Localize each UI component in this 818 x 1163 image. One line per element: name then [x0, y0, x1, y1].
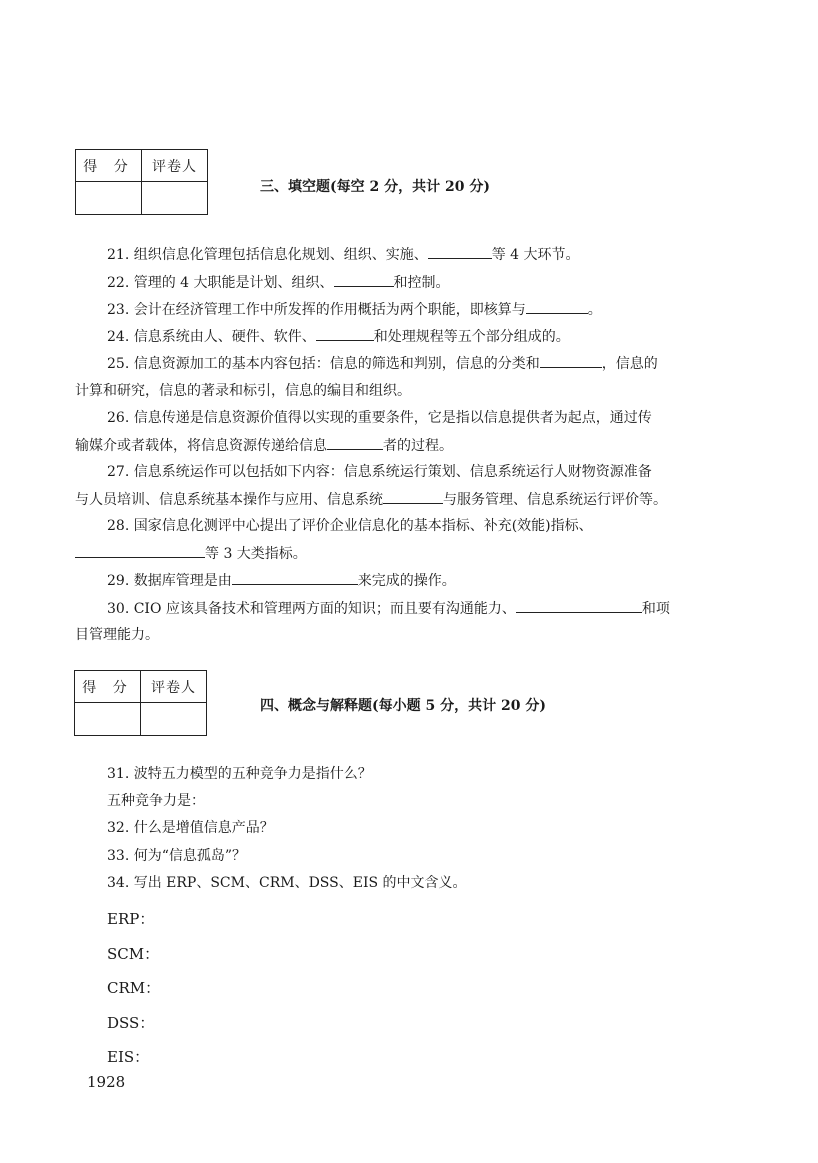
score-cell[interactable] — [76, 182, 142, 215]
grader-cell[interactable] — [141, 703, 207, 736]
score-header: 得 分 — [75, 671, 141, 703]
answer-blank[interactable] — [316, 326, 374, 341]
question-23: 23. 会计在经济管理工作中所发挥的作用概括为两个职能，即核算与 。 — [107, 299, 602, 320]
answer-blank[interactable] — [540, 353, 602, 368]
answer-blank[interactable] — [383, 489, 443, 504]
section4-title: 四、概念与解释题(每小题 5 分，共计 20 分) — [260, 698, 546, 714]
question-32: 32. 什么是增值信息产品？ — [107, 820, 274, 836]
answer-blank[interactable] — [428, 244, 492, 259]
question-33: 33. 何为“信息孤岛”？ — [107, 848, 247, 864]
question-25: 25. 信息资源加工的基本内容包括：信息的筛选和判别，信息的分类和 ，信息的 — [107, 353, 658, 374]
grader-cell[interactable] — [142, 182, 208, 215]
question-22: 22. 管理的 4 大职能是计划、组织、 和控制。 — [107, 272, 450, 293]
question-28-continued: 等 3 大类指标。 — [75, 543, 307, 564]
answer-blank[interactable] — [516, 598, 642, 613]
abbr-scm: SCM： — [107, 945, 160, 963]
answer-blank[interactable] — [75, 543, 205, 558]
question-27-continued: 与人员培训、信息系统基本操作与应用、信息系统 与服务管理、信息系统运行评价等。 — [75, 489, 667, 510]
question-31: 31. 波特五力模型的五种竞争力是指什么？ — [107, 766, 372, 782]
question-28: 28. 国家信息化测评中心提出了评价企业信息化的基本指标、补充(效能)指标、 — [107, 518, 593, 534]
abbr-dss: DSS： — [107, 1014, 155, 1032]
grader-header: 评卷人 — [141, 671, 207, 703]
abbr-erp: ERP： — [107, 910, 155, 928]
score-table-section4 — [74, 670, 207, 736]
question-21: 21. 组织信息化管理包括信息化规划、组织、实施、 等 4 大环节。 — [107, 244, 580, 265]
abbr-crm: CRM： — [107, 979, 161, 997]
answer-blank[interactable] — [334, 272, 394, 287]
score-table-section3 — [75, 149, 208, 215]
question-26-continued: 输媒介或者载体，将信息资源传递给信息 者的过程。 — [75, 435, 453, 456]
section3-title: 三、填空题(每空 2 分，共计 20 分) — [260, 179, 490, 195]
abbr-eis: EIS： — [107, 1048, 150, 1066]
question-29: 29. 数据库管理是由 来完成的操作。 — [107, 570, 456, 591]
question-30-continued: 目管理能力。 — [75, 627, 159, 643]
score-cell[interactable] — [75, 703, 141, 736]
question-26: 26. 信息传递是信息资源价值得以实现的重要条件，它是指以信息提供者为起点，通过传 — [107, 410, 652, 426]
answer-blank[interactable] — [327, 435, 383, 450]
question-25-continued: 计算和研究，信息的著录和标引，信息的编目和组织。 — [75, 383, 411, 399]
question-24: 24. 信息系统由人、硬件、软件、 和处理规程等五个部分组成的。 — [107, 326, 570, 347]
question-30: 30. CIO 应该具备技术和管理两方面的知识；而且要有沟通能力、 和项 — [107, 598, 670, 619]
page-number: 1928 — [87, 1073, 126, 1091]
answer-blank[interactable] — [232, 570, 358, 585]
question-34: 34. 写出 ERP、SCM、CRM、DSS、EIS 的中文含义。 — [107, 875, 467, 891]
question-31-answer-label: 五种竞争力是： — [107, 793, 205, 809]
grader-header: 评卷人 — [142, 150, 208, 182]
answer-blank[interactable] — [526, 299, 588, 314]
question-27: 27. 信息系统运作可以包括如下内容：信息系统运行策划、信息系统运行人财物资源准备 — [107, 464, 652, 480]
score-header: 得 分 — [76, 150, 142, 182]
